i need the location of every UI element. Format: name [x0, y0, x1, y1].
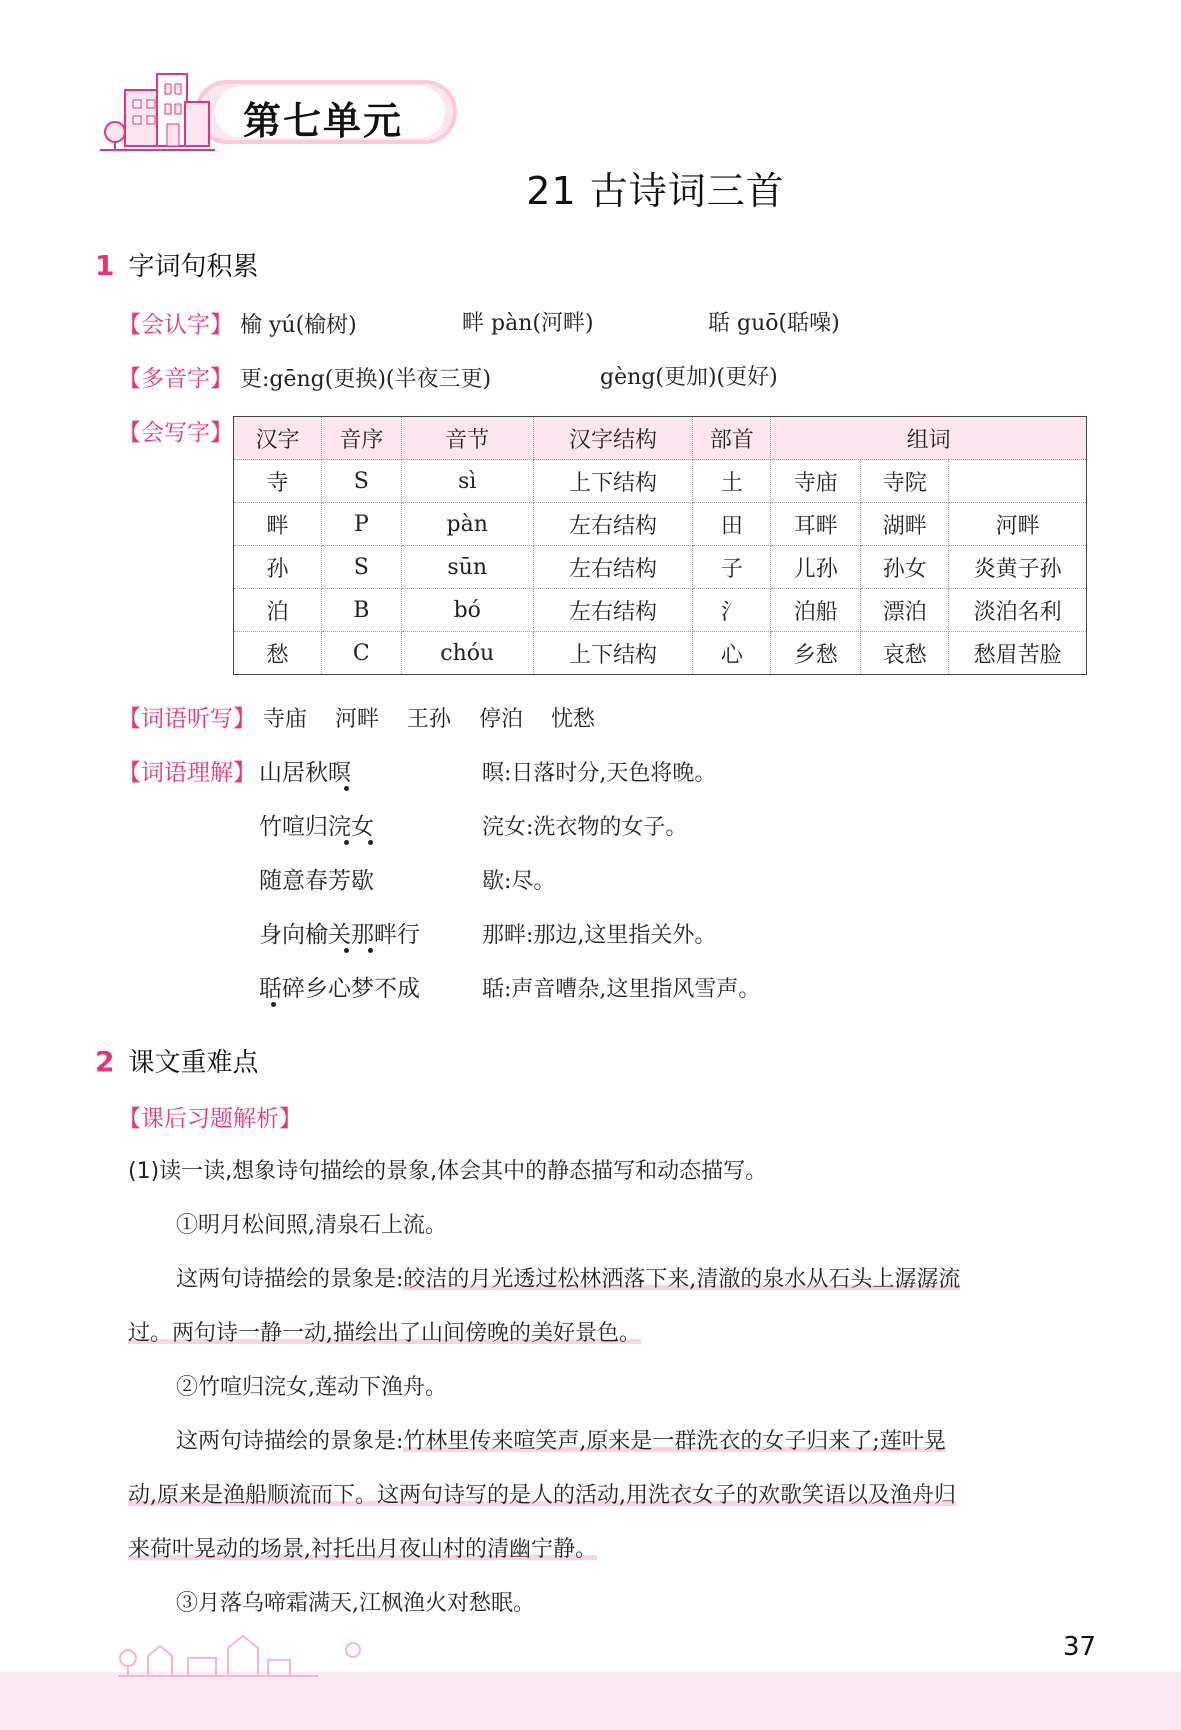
emphasis-dot	[271, 1002, 276, 1007]
answer-highlight: 来荷叶晃动的场景,衬托出月夜山村的清幽宁静。	[128, 1537, 597, 1562]
table-cell: 耳畔	[771, 503, 861, 546]
table-cell: C	[321, 632, 401, 675]
exercise-tag: 【课后习题解析】	[118, 1106, 302, 1132]
answer-highlight: 动,原来是渔船顺流而下。这两句诗写的是人的活动,用洗衣女子的欢歌笑语以及渔舟归	[128, 1483, 956, 1508]
table-cell: 孙女	[861, 546, 949, 589]
table-cell: 哀愁	[861, 632, 949, 675]
table-cell: 愁眉苦脸	[949, 632, 1087, 675]
table-cell: B	[321, 589, 401, 632]
recognize-item: 畔 pàn(河畔)	[462, 311, 594, 336]
vocab-definition: 浣女:洗衣物的女子。	[482, 815, 688, 840]
dictation-tag: 【词语听写】	[118, 706, 256, 732]
table-cell: 河畔	[949, 503, 1087, 546]
answer-1-line-2	[128, 1316, 1088, 1347]
answer-highlight: 皎洁的月光透过松林洒落下来,清澈的泉水从石头上潺潺流	[403, 1267, 961, 1292]
section-number: 2	[95, 1045, 115, 1078]
table-cell: S	[321, 460, 401, 503]
table-cell: 泊船	[771, 589, 861, 632]
table-cell: 左右结构	[533, 546, 693, 589]
table-row	[234, 546, 1087, 589]
answer-1-line-1	[176, 1262, 1136, 1293]
page-number: 37	[1063, 1632, 1097, 1662]
table-cell: 左右结构	[533, 503, 693, 546]
dictation-word: 停泊	[479, 707, 524, 732]
question: (1)读一读,想象诗句描绘的景象,体会其中的静态描写和动态描写。	[128, 1159, 768, 1184]
dictation-word: 王孙	[407, 707, 452, 732]
understanding-tag-row	[118, 754, 256, 787]
table-cell: 心	[693, 632, 771, 675]
table-cell: chóu	[401, 632, 533, 675]
vocab-term: 身向榆关那畔行	[259, 922, 420, 948]
emphasis-dot	[368, 840, 373, 845]
table-row	[234, 589, 1087, 632]
table-header-cell: 组词	[771, 417, 1087, 460]
answer-2-line-3	[128, 1532, 1088, 1563]
building-icon	[95, 62, 220, 157]
table-cell: 上下结构	[533, 632, 693, 675]
table-cell: 左右结构	[533, 589, 693, 632]
table-cell: 湖畔	[861, 503, 949, 546]
table-cell: pàn	[401, 503, 533, 546]
table-cell: bó	[401, 589, 533, 632]
table-cell: 愁	[234, 632, 322, 675]
table-cell: 氵	[693, 589, 771, 632]
write-tag-row	[118, 414, 233, 447]
table-cell: S	[321, 546, 401, 589]
answer-prefix: 这两句诗描绘的景象是:	[176, 1429, 404, 1454]
unit-title: 第七单元	[243, 99, 404, 143]
character-table	[233, 416, 1087, 675]
table-header-cell: 音节	[401, 417, 533, 460]
table-cell: 乡愁	[771, 632, 861, 675]
section-1-heading	[95, 246, 259, 283]
emphasis-dot	[344, 948, 349, 953]
table-cell: 子	[693, 546, 771, 589]
table-cell: 田	[693, 503, 771, 546]
table-row	[234, 632, 1087, 675]
recognize-row	[118, 306, 357, 339]
table-cell: 淡泊名利	[949, 589, 1087, 632]
emphasis-dot	[368, 948, 373, 953]
town-decoration-icon	[118, 1628, 378, 1678]
dictation-word: 忧愁	[551, 707, 596, 732]
answer-highlight: 过。两句诗一静一动,描绘出了山间傍晚的美好景色。	[128, 1321, 641, 1346]
vocab-term: 山居秋暝	[259, 760, 351, 786]
table-cell: 寺庙	[771, 460, 861, 503]
table-cell: 泊	[234, 589, 322, 632]
table-cell: sūn	[401, 546, 533, 589]
table-cell	[949, 460, 1087, 503]
table-cell: 寺院	[861, 460, 949, 503]
polyphone-item: 更:gēng(更换)(半夜三更)	[240, 367, 492, 392]
poem-line-2: ②竹喧归浣女,莲动下渔舟。	[176, 1375, 447, 1400]
exercise-tag-row	[118, 1100, 302, 1133]
polyphone-tag: 【多音字】	[118, 366, 233, 392]
vocab-term: 随意春芳歇	[259, 868, 374, 894]
lesson-title: 21 古诗词三首	[526, 169, 785, 213]
table-row	[234, 503, 1087, 546]
poem-line-1: ①明月松间照,清泉石上流。	[176, 1213, 447, 1238]
footer-band	[0, 1672, 1181, 1730]
answer-2-line-2	[128, 1478, 1088, 1509]
vocab-definition: 暝:日落时分,天色将晚。	[482, 761, 717, 786]
table-cell: 儿孙	[771, 546, 861, 589]
recognize-item: 聒 guō(聒噪)	[708, 311, 840, 336]
table-cell: 孙	[234, 546, 322, 589]
poem-line-3: ③月落乌啼霜满天,江枫渔火对愁眠。	[176, 1591, 535, 1616]
dictation-row	[118, 700, 595, 733]
table-cell: 土	[693, 460, 771, 503]
answer-highlight: 竹林里传来喧笑声,原来是一群洗衣的女子归来了;莲叶晃	[403, 1429, 946, 1454]
understanding-tag: 【词语理解】	[118, 760, 256, 786]
section-2-heading	[95, 1042, 259, 1079]
section-title: 字词句积累	[128, 252, 259, 282]
polyphone-row	[118, 360, 491, 393]
table-header-row	[234, 417, 1087, 460]
answer-prefix: 这两句诗描绘的景象是:	[176, 1267, 404, 1292]
unit-banner	[95, 62, 460, 148]
section-number: 1	[95, 249, 115, 282]
emphasis-dot	[344, 840, 349, 845]
vocab-definition: 聒:声音嘈杂,这里指风雪声。	[482, 977, 761, 1002]
dictation-word: 寺庙	[263, 707, 308, 732]
table-cell: 炎黄子孙	[949, 546, 1087, 589]
write-tag: 【会写字】	[118, 420, 233, 446]
answer-2-line-1	[176, 1424, 1136, 1455]
vocab-term: 竹喧归浣女	[259, 814, 374, 840]
recognize-item: 榆 yú(榆树)	[240, 313, 357, 338]
section-title: 课文重难点	[128, 1048, 259, 1078]
table-cell: 寺	[234, 460, 322, 503]
table-cell: 漂泊	[861, 589, 949, 632]
table-cell: 畔	[234, 503, 322, 546]
table-header-cell: 音序	[321, 417, 401, 460]
vocab-term: 聒碎乡心梦不成	[259, 976, 420, 1002]
polyphone-item: gèng(更加)(更好)	[600, 365, 778, 390]
vocab-definition: 歇:尽。	[482, 869, 556, 894]
dictation-word: 河畔	[335, 707, 380, 732]
vocab-definition: 那畔:那边,这里指关外。	[482, 923, 717, 948]
table-cell: P	[321, 503, 401, 546]
table-cell: sì	[401, 460, 533, 503]
emphasis-dot	[344, 786, 349, 791]
table-header-cell: 部首	[693, 417, 771, 460]
table-cell: 上下结构	[533, 460, 693, 503]
recognize-tag: 【会认字】	[118, 312, 233, 338]
table-row	[234, 460, 1087, 503]
table-header-cell: 汉字结构	[533, 417, 693, 460]
table-header-cell: 汉字	[234, 417, 322, 460]
